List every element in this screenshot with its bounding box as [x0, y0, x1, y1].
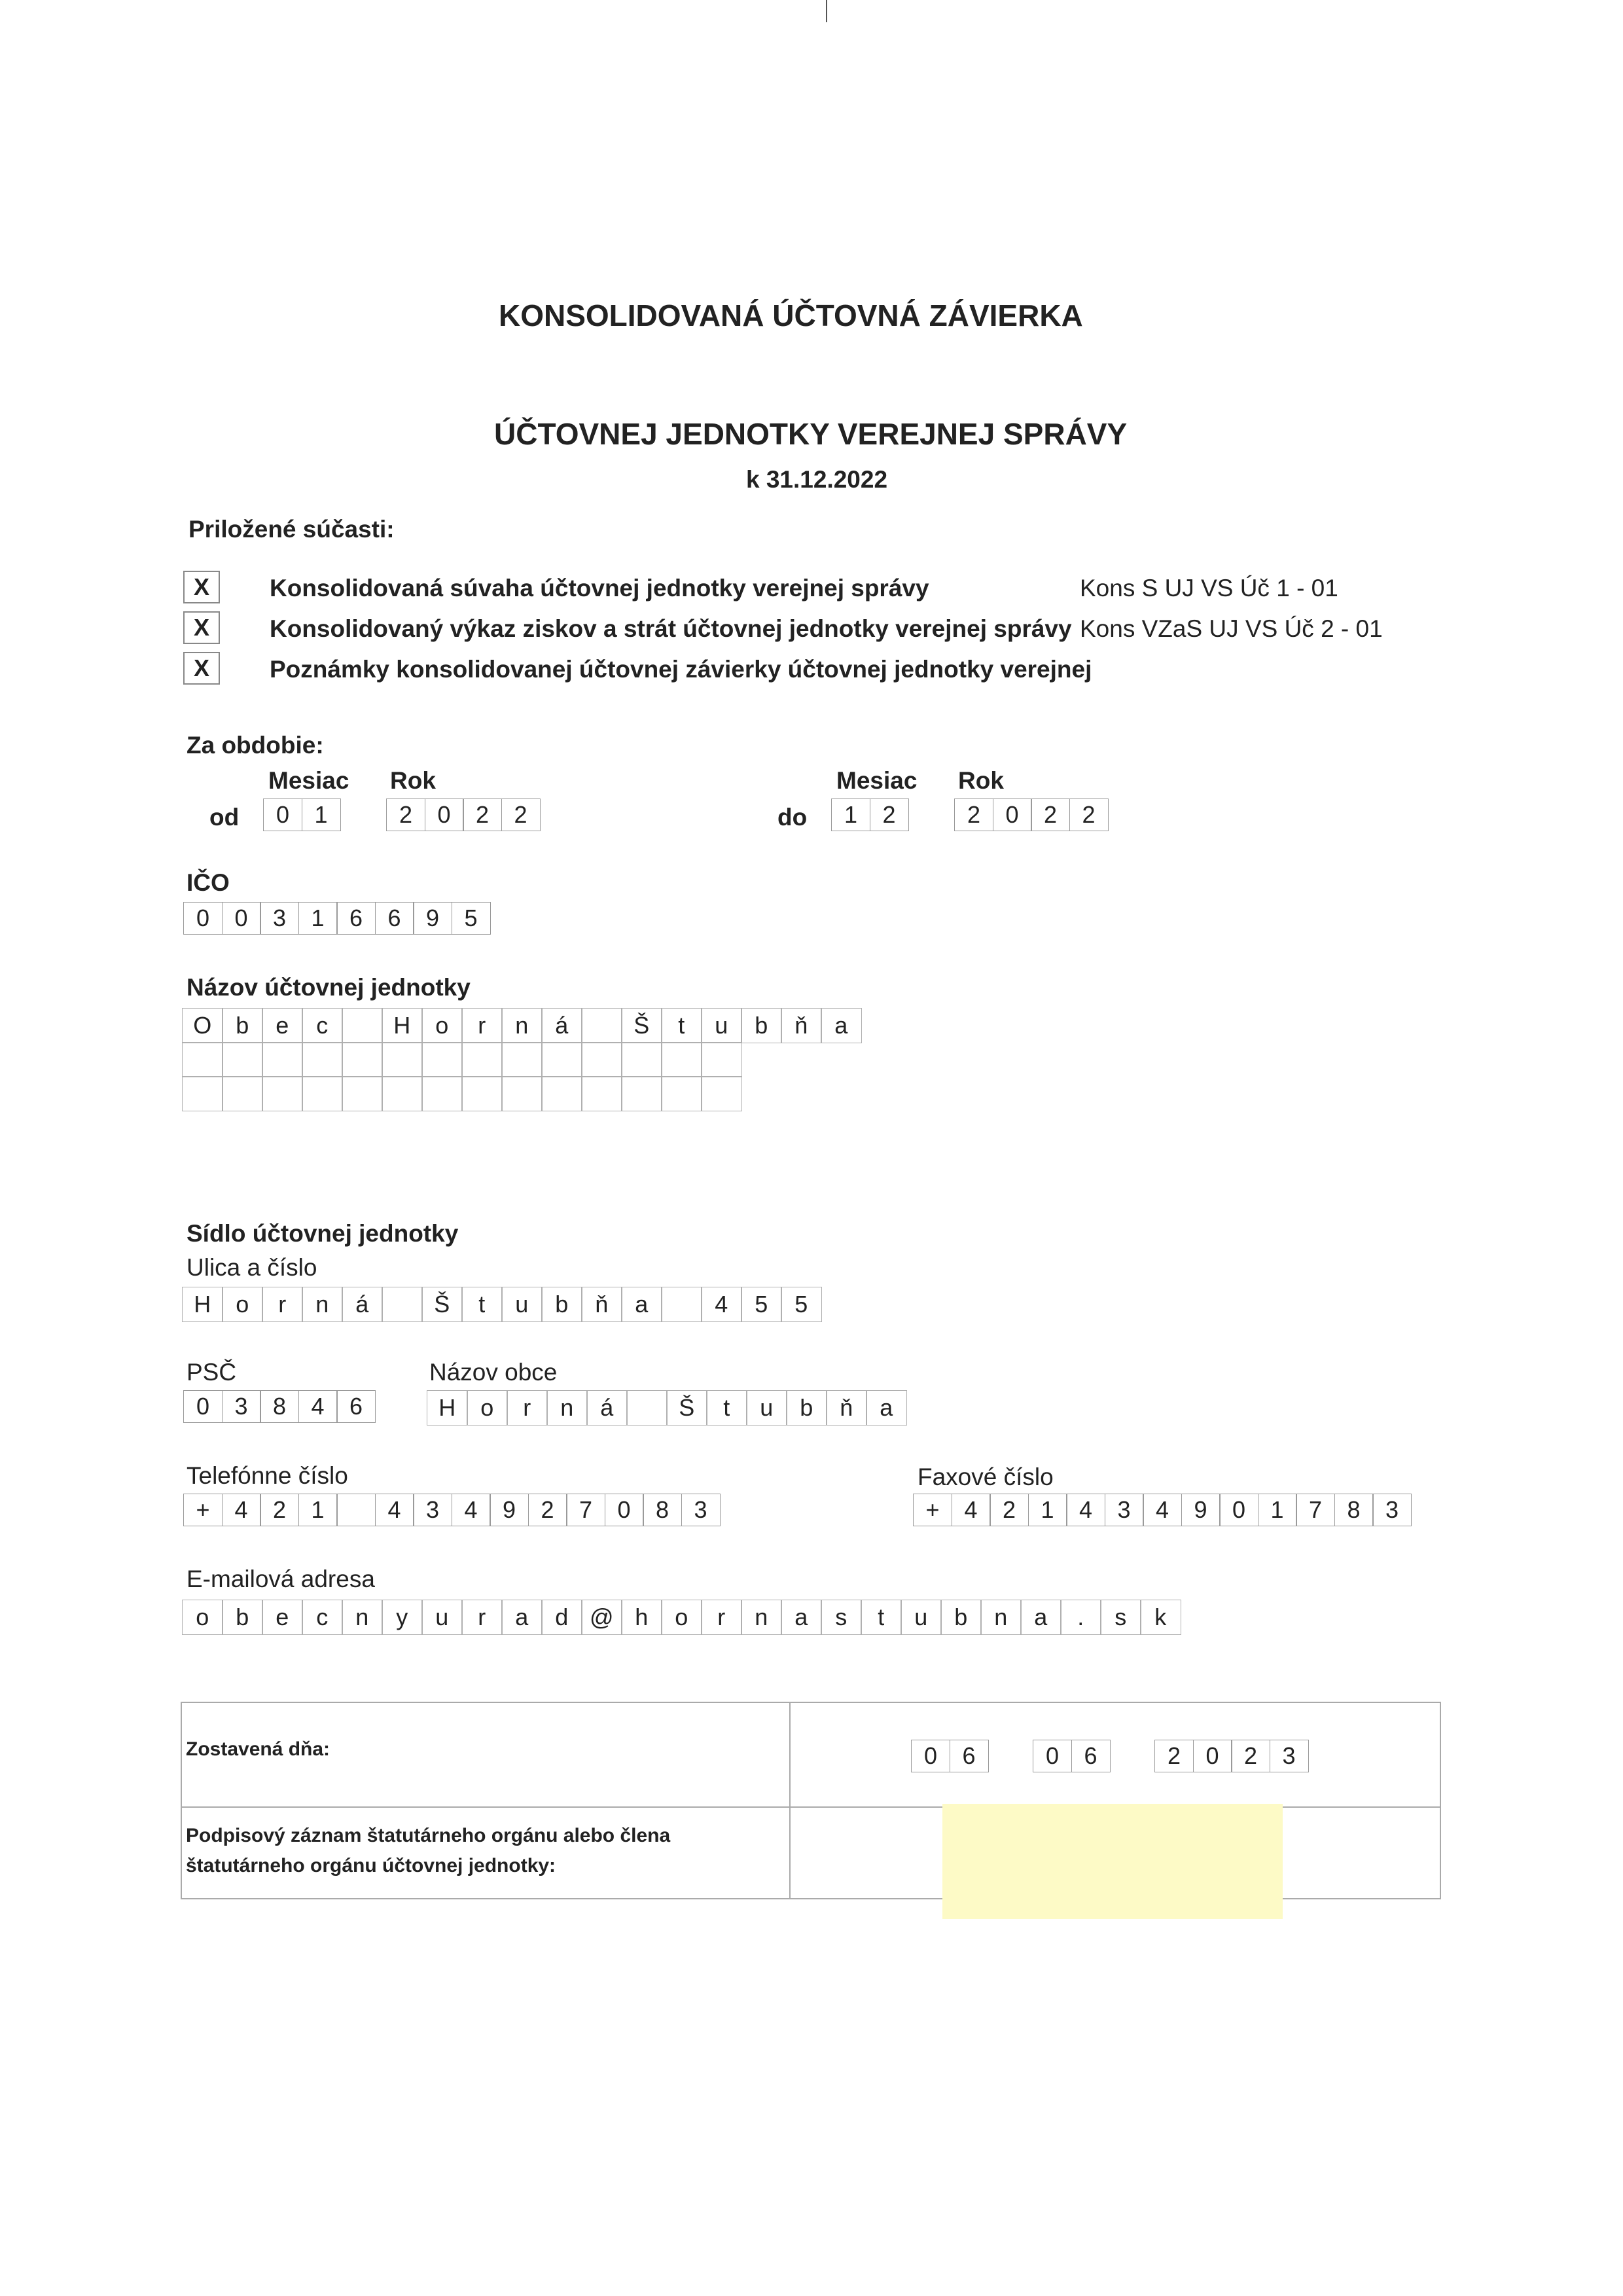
email-label: E-mailová adresa	[187, 1566, 375, 1592]
char-box: +	[183, 1494, 223, 1526]
compiled-day-boxes[interactable]	[911, 1740, 988, 1772]
table-vertical-divider	[789, 1703, 791, 1898]
digit-box: 2	[463, 798, 502, 831]
digit-box: 0	[183, 902, 223, 935]
char-box	[661, 1287, 702, 1322]
char-box: n	[980, 1600, 1022, 1635]
char-box: s	[821, 1600, 862, 1635]
char-box: 8	[1334, 1494, 1374, 1526]
digit-box: 6	[1071, 1740, 1111, 1772]
attachment-checkbox[interactable]: X	[183, 571, 220, 603]
attachment-checkbox[interactable]: X	[183, 652, 220, 685]
attachment-text: Konsolidovaný výkaz ziskov a strát účtovnej jednotky verejnej správy	[270, 615, 1072, 642]
char-box	[661, 1076, 702, 1111]
digit-box: 6	[336, 902, 376, 935]
char-box: e	[262, 1008, 303, 1043]
char-box: .	[1060, 1600, 1101, 1635]
char-box: á	[541, 1008, 582, 1043]
phone-label: Telefónne číslo	[187, 1462, 348, 1489]
char-box: H	[427, 1390, 468, 1426]
char-box: b	[222, 1600, 263, 1635]
char-box: u	[901, 1600, 942, 1635]
page-subtitle: ÚČTOVNEJ JEDNOTKY VEREJNEJ SPRÁVY	[494, 417, 1128, 451]
char-box: 0	[1219, 1494, 1258, 1526]
sign-label-line-2: štatutárneho orgánu účtovnej jednotky:	[186, 1855, 556, 1876]
char-box: t	[706, 1390, 747, 1426]
char-box	[421, 1042, 463, 1077]
digit-box: 2	[954, 798, 993, 831]
digit-box: 1	[831, 798, 870, 831]
compiled-month-boxes[interactable]	[1033, 1740, 1109, 1772]
to-label: do	[777, 804, 808, 831]
attachment-text: Poznámky konsolidovanej účtovnej závierky účtovnej jednotky verejnej	[270, 656, 1092, 683]
digit-box: 1	[302, 798, 341, 831]
char-box: r	[461, 1600, 503, 1635]
digit-box: 2	[1154, 1740, 1194, 1772]
digit-box: 2	[386, 798, 425, 831]
char-box: 0	[605, 1494, 644, 1526]
char-box	[461, 1042, 503, 1077]
char-box: k	[1140, 1600, 1181, 1635]
digit-box: 0	[1193, 1740, 1232, 1772]
to-year-boxes[interactable]	[954, 798, 1107, 831]
char-box	[342, 1008, 383, 1043]
char-box: 3	[1372, 1494, 1412, 1526]
seat-label: Sídlo účtovnej jednotky	[187, 1220, 459, 1247]
char-box: a	[821, 1008, 862, 1043]
digit-box: 1	[298, 902, 338, 935]
char-box	[701, 1042, 742, 1077]
digit-box: 2	[870, 798, 909, 831]
char-box	[222, 1042, 263, 1077]
char-box: ň	[581, 1287, 622, 1322]
char-box: r	[461, 1008, 503, 1043]
to-month-boxes[interactable]	[831, 798, 908, 831]
char-box: O	[182, 1008, 223, 1043]
char-box: e	[262, 1600, 303, 1635]
digit-box: 0	[993, 798, 1032, 831]
char-box	[262, 1042, 303, 1077]
char-box: 4	[452, 1494, 491, 1526]
char-box	[581, 1008, 622, 1043]
char-box: 4	[701, 1287, 742, 1322]
char-box: c	[302, 1008, 343, 1043]
psc-label: PSČ	[187, 1359, 237, 1386]
char-box: Š	[621, 1008, 662, 1043]
ico-label: IČO	[187, 869, 230, 896]
digit-box: 5	[452, 902, 491, 935]
digit-box: 0	[183, 1390, 223, 1423]
digit-box: 0	[222, 902, 261, 935]
char-box: u	[501, 1287, 543, 1322]
digit-box: 6	[950, 1740, 989, 1772]
digit-box: 2	[1231, 1740, 1270, 1772]
char-box: b	[222, 1008, 263, 1043]
char-box	[541, 1076, 582, 1111]
char-box: 2	[528, 1494, 567, 1526]
char-box: H	[382, 1008, 423, 1043]
char-box: 4	[1066, 1494, 1105, 1526]
char-box: t	[861, 1600, 902, 1635]
digit-box: 0	[425, 798, 464, 831]
char-box: ň	[826, 1390, 867, 1426]
char-box	[342, 1076, 383, 1111]
char-box: t	[661, 1008, 702, 1043]
char-box	[621, 1076, 662, 1111]
char-box: a	[866, 1390, 907, 1426]
digit-box: 4	[298, 1390, 338, 1423]
char-box: s	[1100, 1600, 1141, 1635]
char-box: ň	[781, 1008, 822, 1043]
digit-box: 2	[1031, 798, 1070, 831]
period-label: Za obdobie:	[187, 732, 324, 759]
char-box: 5	[781, 1287, 822, 1322]
char-box: 3	[1105, 1494, 1144, 1526]
char-box: o	[467, 1390, 508, 1426]
page-title: KONSOLIDOVANÁ ÚČTOVNÁ ZÁVIERKA	[499, 298, 1083, 332]
char-box: 8	[643, 1494, 682, 1526]
char-box	[382, 1042, 423, 1077]
to-year-label: Rok	[958, 767, 1004, 794]
char-box: 4	[375, 1494, 414, 1526]
char-box: a	[501, 1600, 543, 1635]
digit-box: 3	[1270, 1740, 1309, 1772]
char-box: o	[661, 1600, 702, 1635]
digit-box: 3	[260, 902, 299, 935]
char-box	[701, 1076, 742, 1111]
char-box: b	[541, 1287, 582, 1322]
to-month-label: Mesiac	[836, 767, 918, 794]
attachment-code: Kons S UJ VS Úč 1 - 01	[1080, 575, 1338, 601]
compiled-label: Zostavená dňa:	[186, 1738, 330, 1760]
char-box: h	[621, 1600, 662, 1635]
char-box: 7	[566, 1494, 605, 1526]
char-box: u	[701, 1008, 742, 1043]
street-label: Ulica a číslo	[187, 1254, 317, 1281]
name-row-1[interactable]	[182, 1008, 861, 1043]
from-month-boxes[interactable]	[263, 798, 340, 831]
city-label: Názov obce	[429, 1359, 558, 1386]
char-box: y	[382, 1600, 423, 1635]
char-box: n	[501, 1008, 543, 1043]
name-row-2[interactable]	[182, 1042, 741, 1077]
char-box	[302, 1076, 343, 1111]
fax-label: Faxové číslo	[918, 1463, 1054, 1490]
from-label: od	[209, 804, 240, 831]
char-box: u	[746, 1390, 787, 1426]
char-box	[541, 1042, 582, 1077]
char-box: d	[541, 1600, 582, 1635]
char-box	[581, 1042, 622, 1077]
char-box: t	[461, 1287, 503, 1322]
digit-box: 0	[1033, 1740, 1072, 1772]
attachment-code: Kons VZaS UJ VS Úč 2 - 01	[1080, 615, 1383, 642]
char-box	[182, 1076, 223, 1111]
char-box	[382, 1076, 423, 1111]
from-year-boxes[interactable]	[386, 798, 539, 831]
attachments-label: Priložené súčasti:	[188, 516, 395, 543]
psc-boxes[interactable]	[183, 1390, 375, 1423]
char-box: n	[302, 1287, 343, 1322]
char-box: 5	[741, 1287, 782, 1322]
char-box	[421, 1076, 463, 1111]
attachment-checkbox[interactable]: X	[183, 611, 220, 644]
digit-box: 9	[413, 902, 452, 935]
char-box: á	[342, 1287, 383, 1322]
char-box: r	[262, 1287, 303, 1322]
char-box: u	[421, 1600, 463, 1635]
redaction-sticky-note	[942, 1804, 1283, 1919]
char-box: 7	[1296, 1494, 1335, 1526]
char-box: 1	[1028, 1494, 1067, 1526]
char-box: +	[913, 1494, 952, 1526]
digit-box: 3	[222, 1390, 261, 1423]
char-box: b	[940, 1600, 982, 1635]
char-box: 4	[1143, 1494, 1182, 1526]
email-row[interactable]	[182, 1600, 1180, 1635]
digit-box: 8	[260, 1390, 299, 1423]
char-box	[626, 1390, 668, 1426]
char-box: r	[701, 1600, 742, 1635]
char-box	[581, 1076, 622, 1111]
char-box: c	[302, 1600, 343, 1635]
from-month-label: Mesiac	[268, 767, 349, 794]
sign-label-line-1: Podpisový záznam štatutárneho orgánu alebo člena	[186, 1825, 671, 1846]
char-box: o	[222, 1287, 263, 1322]
from-year-label: Rok	[390, 767, 436, 794]
phone-boxes[interactable]	[183, 1494, 719, 1526]
digit-box: 2	[1069, 798, 1109, 831]
char-box	[262, 1076, 303, 1111]
char-box: H	[182, 1287, 223, 1322]
digit-box: 0	[263, 798, 302, 831]
char-box	[501, 1076, 543, 1111]
ico-boxes[interactable]	[183, 902, 490, 935]
char-box: 9	[1181, 1494, 1221, 1526]
char-box: 2	[260, 1494, 299, 1526]
char-box	[182, 1042, 223, 1077]
scan-mark	[826, 0, 827, 22]
char-box: Š	[666, 1390, 707, 1426]
attachment-text: Konsolidovaná súvaha účtovnej jednotky verejnej správy	[270, 575, 929, 601]
char-box	[461, 1076, 503, 1111]
char-box: o	[421, 1008, 463, 1043]
char-box	[222, 1076, 263, 1111]
city-row[interactable]	[427, 1390, 906, 1426]
digit-box: 0	[911, 1740, 950, 1772]
char-box: 3	[681, 1494, 721, 1526]
char-box: a	[621, 1287, 662, 1322]
char-box	[661, 1042, 702, 1077]
digit-box: 6	[375, 902, 414, 935]
digit-box: 2	[501, 798, 541, 831]
char-box: n	[342, 1600, 383, 1635]
char-box: r	[507, 1390, 548, 1426]
char-box: n	[741, 1600, 782, 1635]
char-box	[382, 1287, 423, 1322]
street-row[interactable]	[182, 1287, 821, 1322]
char-box: n	[546, 1390, 588, 1426]
char-box: 4	[222, 1494, 261, 1526]
char-box: a	[1020, 1600, 1061, 1635]
char-box: 1	[298, 1494, 338, 1526]
char-box: 4	[952, 1494, 991, 1526]
char-box: 3	[413, 1494, 452, 1526]
fax-boxes[interactable]	[913, 1494, 1411, 1526]
char-box: b	[741, 1008, 782, 1043]
char-box	[501, 1042, 543, 1077]
char-box	[336, 1494, 376, 1526]
char-box: á	[586, 1390, 628, 1426]
digit-box: 6	[336, 1390, 376, 1423]
report-date: k 31.12.2022	[746, 466, 888, 493]
char-box	[302, 1042, 343, 1077]
char-box: Š	[421, 1287, 463, 1322]
char-box	[621, 1042, 662, 1077]
char-box: @	[581, 1600, 622, 1635]
char-box: 2	[990, 1494, 1029, 1526]
char-box: a	[781, 1600, 822, 1635]
name-label: Názov účtovnej jednotky	[187, 974, 471, 1001]
char-box: 1	[1258, 1494, 1297, 1526]
char-box	[342, 1042, 383, 1077]
char-box: o	[182, 1600, 223, 1635]
char-box: b	[786, 1390, 827, 1426]
compiled-year-boxes[interactable]	[1154, 1740, 1308, 1772]
char-box: 9	[490, 1494, 529, 1526]
name-row-3[interactable]	[182, 1076, 741, 1111]
